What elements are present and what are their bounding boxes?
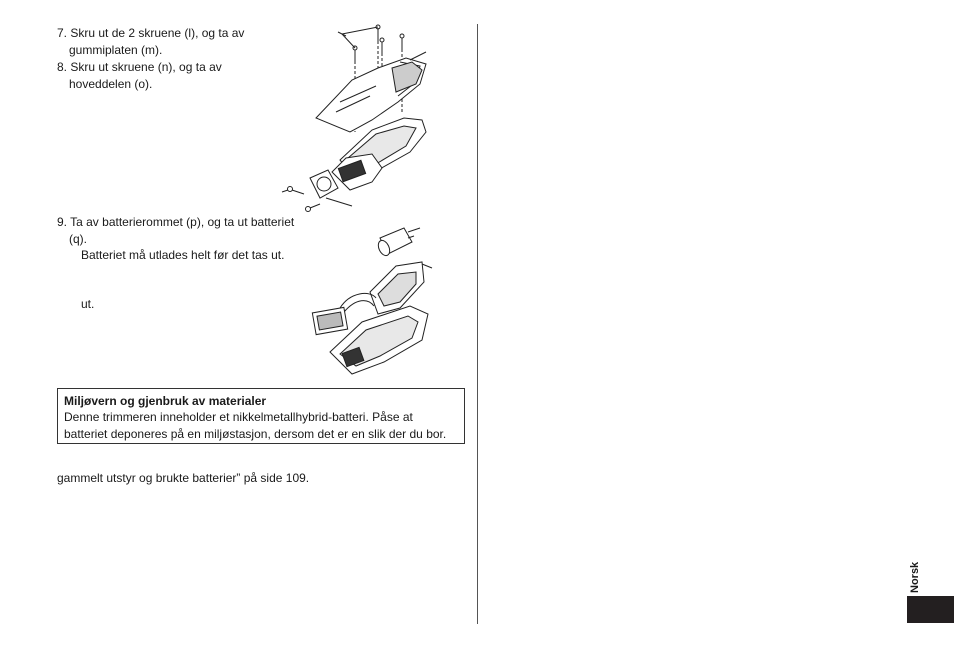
language-label: Norsk (909, 561, 921, 593)
column-divider (477, 24, 478, 624)
environment-notice-line-1: Denne trimmeren inneholder et nikkelmetallhybrid-batteri. Påse at (64, 410, 413, 424)
footer-reference: gammelt utstyr og brukte batterier” på side 109. (57, 471, 310, 485)
step-8-line-2: hoveddelen (o). (69, 77, 153, 91)
step-9-note-continued: ut. (81, 297, 95, 311)
battery-removal-illustration (300, 222, 440, 384)
environment-notice-box (57, 388, 465, 444)
step-9-note: Batteriet må utlades helt før det tas ut. (81, 248, 285, 262)
language-tab-marker (907, 596, 954, 623)
step-9-line-1: 9. Ta av batterierommet (p), og ta ut batteriet (57, 215, 295, 229)
environment-notice-title: Miljøvern og gjenbruk av materialer (64, 394, 267, 408)
disassembly-illustration-top (280, 22, 440, 218)
step-8-line-1: 8. Skru ut skruene (n), og ta av (57, 60, 222, 74)
step-7-line-2: gummiplaten (m). (69, 43, 163, 57)
environment-notice-line-2: batteriet deponeres på en miljøstasjon, dersom det er en slik der du bor. (64, 427, 447, 441)
step-9-line-2: (q). (69, 232, 87, 246)
step-7-line-1: 7. Skru ut de 2 skruene (l), og ta av (57, 26, 245, 40)
